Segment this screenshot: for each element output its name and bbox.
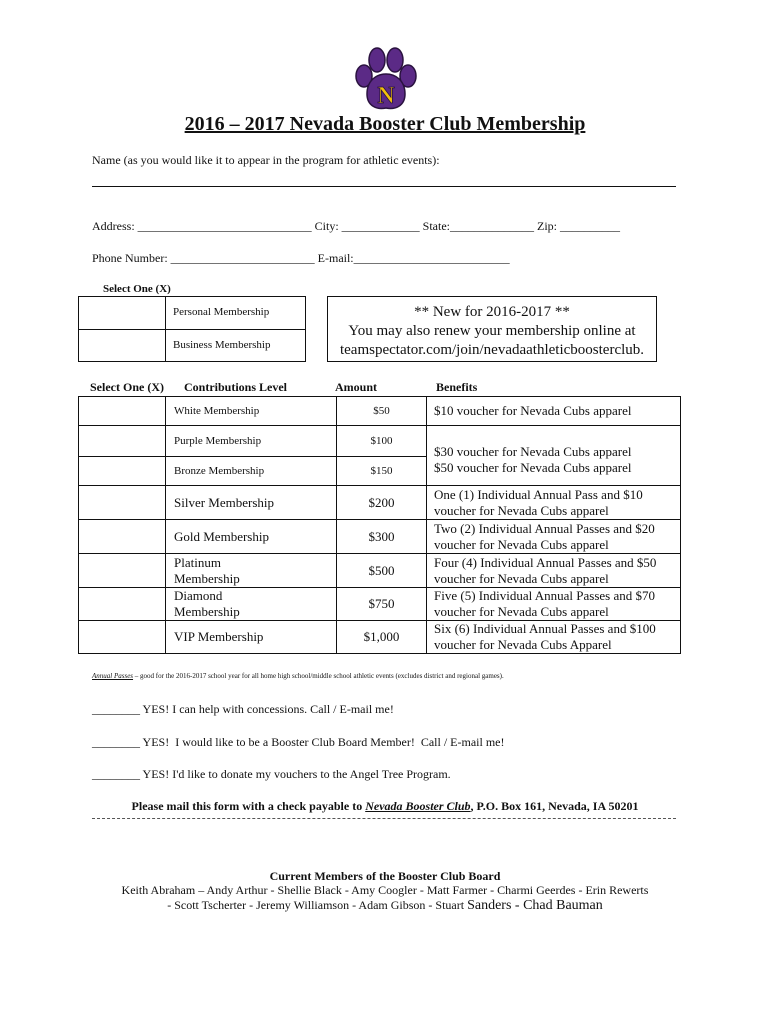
level-amount: $200: [337, 486, 427, 520]
donate-vouchers-checkline[interactable]: ________ YES! I'd like to donate my vouchers to the Angel Tree Program.: [92, 767, 451, 781]
select-one-label: Select One (X): [103, 283, 171, 295]
benefit-cell: $10 voucher for Nevada Cubs apparel: [427, 397, 681, 426]
paw-logo: [353, 46, 419, 112]
new-online-renewal-box: [327, 296, 657, 362]
benefit-cell: Six (6) Individual Annual Passes and $100 voucher for Nevada Cubs Apparel: [427, 621, 681, 654]
new-box-line2: teamspectator.com/join/nevadaathleticboosterclub.: [339, 342, 645, 358]
level-name: Purple Membership: [166, 426, 337, 457]
header-contributions-level: Contributions Level: [184, 380, 288, 394]
business-membership-row: [79, 329, 305, 362]
select-cell[interactable]: [79, 588, 166, 621]
level-name: Platinum Membership: [166, 554, 337, 588]
header-amount: Amount: [335, 380, 378, 394]
select-cell[interactable]: [79, 486, 166, 520]
personal-membership-label: Personal Membership: [173, 306, 270, 318]
level-amount: $50: [337, 397, 427, 426]
business-membership-label: Business Membership: [173, 339, 271, 351]
business-select-cell[interactable]: [79, 330, 166, 362]
board-heading: Current Members of the Booster Club Board: [269, 869, 501, 883]
level-name: White Membership: [166, 397, 337, 426]
form-title: 2016 – 2017 Nevada Booster Club Membership: [184, 113, 586, 135]
board-line2b: Sanders - Chad Bauman: [467, 898, 603, 913]
mail-pre: Please mail this form with a check payable to: [131, 799, 366, 813]
annual-passes-text: – good for the 2016-2017 school year for all home high school/middle school athletic events (excludes district and regional games).: [133, 672, 504, 680]
annual-passes-note: [92, 672, 504, 680]
cut-line: [92, 818, 676, 819]
new-box-heading: ** New for 2016-2017 **: [414, 304, 570, 320]
select-cell[interactable]: [79, 397, 166, 426]
header-select-one: Select One (X): [90, 380, 164, 394]
select-cell[interactable]: [79, 426, 166, 457]
contributions-table: [78, 396, 681, 654]
table-row: [79, 486, 681, 520]
level-amount: $300: [337, 520, 427, 554]
board-line2a: - Scott Tscherter - Jeremy Williamson - Adam Gibson - Stuart: [167, 898, 468, 912]
select-cell[interactable]: [79, 621, 166, 654]
mail-address: , P.O. Box 161, Nevada, IA 50201: [470, 799, 639, 813]
header-benefits: Benefits: [436, 380, 478, 394]
personal-select-cell[interactable]: [79, 297, 166, 329]
table-row: [79, 426, 681, 457]
concessions-checkline[interactable]: ________ YES! I can help with concessions. Call / E-mail me!: [92, 702, 394, 716]
mailing-instructions: [0, 799, 770, 814]
name-field-line[interactable]: [92, 186, 676, 187]
benefit-line: $50 voucher for Nevada Cubs apparel: [434, 459, 632, 475]
level-amount: $1,000: [337, 621, 427, 654]
membership-type-box: [78, 296, 306, 362]
level-name: Diamond Membership: [166, 588, 337, 621]
board-line1: Keith Abraham – Andy Arthur - Shellie Black - Amy Coogler - Matt Farmer - Charmi Geerdes - Erin Rewerts: [121, 883, 649, 897]
name-label: Name (as you would like it to appear in the program for athletic events):: [92, 153, 440, 167]
address-line[interactable]: Address: _____________________________ City: _____________ State:______________ Zip: __________: [92, 219, 620, 233]
benefit-cell: One (1) Individual Annual Pass and $10 voucher for Nevada Cubs apparel: [427, 486, 681, 520]
level-amount: $750: [337, 588, 427, 621]
level-amount: $150: [337, 457, 427, 486]
benefit-cell: Four (4) Individual Annual Passes and $50 voucher for Nevada Cubs apparel: [427, 554, 681, 588]
level-name: Silver Membership: [166, 486, 337, 520]
level-name: Bronze Membership: [166, 457, 337, 486]
board-members: [0, 883, 770, 913]
personal-membership-row: [79, 297, 305, 329]
table-row: [79, 554, 681, 588]
table-row: [79, 520, 681, 554]
level-amount: $500: [337, 554, 427, 588]
table-row: [79, 588, 681, 621]
select-cell[interactable]: [79, 554, 166, 588]
new-box-line1: You may also renew your membership online at: [348, 323, 636, 339]
annual-passes-label: Annual Passes: [92, 672, 134, 680]
select-cell[interactable]: [79, 457, 166, 486]
level-amount: $100: [337, 426, 427, 457]
benefit-cell: [427, 426, 681, 486]
select-cell[interactable]: [79, 520, 166, 554]
phone-email-line[interactable]: Phone Number: ________________________ E-mail:__________________________: [92, 251, 510, 265]
mail-payee: Nevada Booster Club: [365, 799, 471, 813]
logo-letter: N: [377, 83, 395, 109]
table-row: [79, 621, 681, 654]
table-row: [79, 397, 681, 426]
board-member-checkline[interactable]: ________ YES! I would like to be a Booster Club Board Member! Call / E-mail me!: [92, 735, 505, 749]
level-name: VIP Membership: [166, 621, 337, 654]
level-name: Gold Membership: [166, 520, 337, 554]
benefit-cell: Two (2) Individual Annual Passes and $20 voucher for Nevada Cubs apparel: [427, 520, 681, 554]
benefit-line: $30 voucher for Nevada Cubs apparel: [434, 443, 632, 459]
board-line2: [0, 898, 770, 913]
benefit-cell: Five (5) Individual Annual Passes and $70 voucher for Nevada Cubs apparel: [427, 588, 681, 621]
